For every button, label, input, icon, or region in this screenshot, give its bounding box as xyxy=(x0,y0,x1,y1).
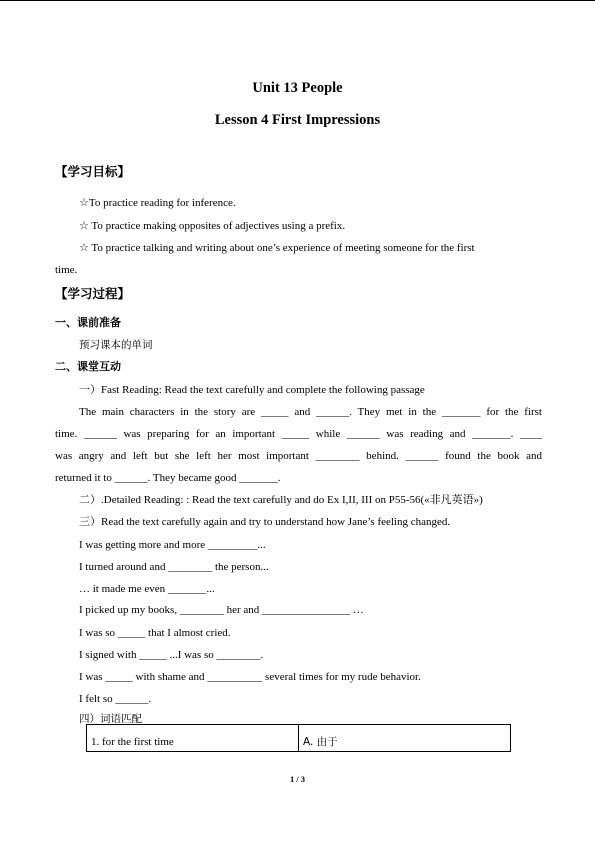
objective-item: ☆ To practice talking and writing about one’s experience of meeting someone for the first xyxy=(79,242,475,254)
feelings-instruction: 三）Read the text carefully again and try to understand how Jane’s feeling changed. xyxy=(79,516,451,528)
pre-class-heading: 一、课前准备 xyxy=(55,316,121,329)
unit-title: Unit 13 People xyxy=(252,80,343,96)
matching-meaning-cell: A. 由于 xyxy=(299,725,511,752)
feeling-sentence: I was getting more and more _________... xyxy=(79,539,266,551)
objective-item: ☆ To practice making opposites of adjectives using a prefix. xyxy=(79,220,346,232)
passage-line: time. ______ was preparing for an important _____ while ______ was reading and _______. ____ xyxy=(55,428,542,440)
passage-line: was angry and left but she left her most important ________ behind. ______ found the book and xyxy=(55,450,542,462)
matching-term-cell: 1. for the first time xyxy=(87,725,299,752)
feeling-sentence: I felt so ______. xyxy=(79,693,152,705)
feeling-sentence: I turned around and ________ the person... xyxy=(79,561,269,573)
feeling-sentence: I signed with _____ ...I was so ________. xyxy=(79,649,264,661)
feeling-sentence: … it made me even _______... xyxy=(79,583,215,595)
detailed-reading-instruction: 二）.Detailed Reading: : Read the text carefully and do Ex I,II, III on P55-56(«非凡英语») xyxy=(79,494,483,506)
matching-table xyxy=(86,724,511,752)
objective-item: ☆To practice reading for inference. xyxy=(79,197,236,209)
process-heading: 【学习过程】 xyxy=(55,286,131,301)
objectives-heading: 【学习目标】 xyxy=(55,164,131,179)
fast-reading-instruction: 一）Fast Reading: Read the text carefully and complete the following passage xyxy=(79,384,425,396)
table-row xyxy=(87,725,511,752)
passage-line: The main characters in the story are _____ and ______. They met in the _______ for the first xyxy=(79,406,542,418)
feeling-sentence: I was so _____ that I almost cried. xyxy=(79,627,231,639)
matching-heading: 四）词语匹配 xyxy=(79,713,142,725)
pre-class-text: 预习课本的单词 xyxy=(79,339,153,351)
lesson-title: Lesson 4 First Impressions xyxy=(214,112,381,128)
page-number: 1 / 3 xyxy=(289,774,306,784)
feeling-sentence: I picked up my books, ________ her and ________________ … xyxy=(79,604,364,616)
in-class-heading: 二、课堂互动 xyxy=(55,360,121,373)
objective-item-continuation: time. xyxy=(55,264,78,276)
passage-line: returned it to ______. They became good _______. xyxy=(55,472,281,484)
feeling-sentence: I was _____ with shame and __________ several times for my rude behavior. xyxy=(79,671,421,683)
